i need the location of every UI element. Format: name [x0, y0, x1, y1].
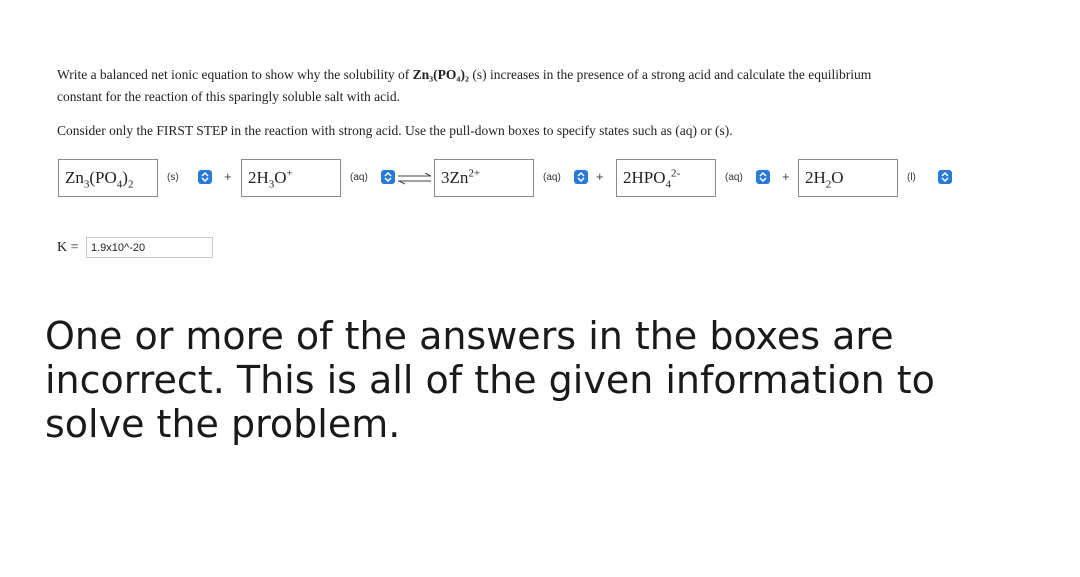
product2-charge: 2- [671, 167, 681, 180]
question-line1-suffix: (s) increases in the presence of a strong acid and calculate the equilibrium [469, 67, 872, 82]
reactant2-main: H [256, 168, 269, 187]
product2-formula-box[interactable] [616, 159, 716, 197]
note-text: One or more of the answers in the boxes are incorrect. This is all of the given information to solve the problem. [45, 314, 935, 446]
up-down-chevron-icon [938, 170, 952, 184]
reactant2-charge: + [286, 167, 293, 180]
question-line1-prefix: Write a balanced net ionic equation to show why the solubility of [57, 67, 413, 82]
product1-state-value: (aq) [543, 172, 561, 183]
product2-coef: 2 [623, 168, 632, 187]
equation-row [58, 159, 1068, 199]
reactant1-sub1: 3 [83, 178, 90, 191]
up-down-chevron-icon [381, 170, 395, 184]
plus-sign: + [596, 169, 604, 184]
equilibrium-arrow-icon [397, 172, 433, 190]
product2-state-select[interactable] [720, 168, 770, 188]
product3-state-select[interactable] [902, 168, 952, 188]
product1-charge: 2+ [468, 167, 481, 180]
reactant1-sub2: 4 [116, 178, 123, 191]
k-value-input[interactable]: 1.9x10^-20 [86, 237, 213, 258]
product3-coef: 2 [805, 168, 814, 187]
product1-coef: 3 [441, 168, 450, 187]
reactant2-state-select[interactable] [345, 168, 395, 188]
up-down-chevron-icon [756, 170, 770, 184]
reactant1-state-value: (s) [167, 172, 179, 183]
product3-state-value: (l) [907, 172, 916, 183]
up-down-chevron-icon [198, 170, 212, 184]
question-text [57, 64, 1047, 108]
reactant1-formula-box[interactable] [58, 159, 158, 197]
reactant1-close: ) [122, 168, 128, 187]
plus-sign: + [782, 169, 790, 184]
reactant1-main: Zn [65, 168, 84, 187]
reactant2-formula-box[interactable] [241, 159, 341, 197]
product2-sub: 4 [665, 178, 672, 191]
product3-formula-box[interactable] [798, 159, 898, 197]
product1-state-select[interactable] [538, 168, 588, 188]
product3-sub: 2 [825, 178, 832, 191]
product1-formula-box[interactable] [434, 159, 534, 197]
up-down-chevron-icon [574, 170, 588, 184]
question-line2: constant for the reaction of this sparingly soluble salt with acid. [57, 89, 401, 104]
product2-state-value: (aq) [725, 172, 743, 183]
reactant1-state-select[interactable] [162, 168, 212, 188]
product3-end: O [831, 168, 844, 187]
question-formula: Zn₃(PO₄)₂ [412, 67, 470, 82]
reactant2-sub: 3 [268, 178, 275, 191]
reactant1-mid: (PO [89, 168, 117, 187]
product2-main: HPO [631, 168, 666, 187]
k-label: K = [57, 240, 79, 255]
reactant2-end: O [274, 168, 287, 187]
plus-sign: + [224, 169, 232, 184]
reactant1-sub3: 2 [127, 178, 134, 191]
product3-main: H [813, 168, 826, 187]
reactant2-coef: 2 [248, 168, 257, 187]
product1-main: Zn [449, 168, 469, 187]
reactant2-state-value: (aq) [350, 172, 368, 183]
consider-instructions: Consider only the FIRST STEP in the reaction with strong acid. Use the pull-down boxes to specify states such as (aq) or (s). [57, 123, 733, 138]
